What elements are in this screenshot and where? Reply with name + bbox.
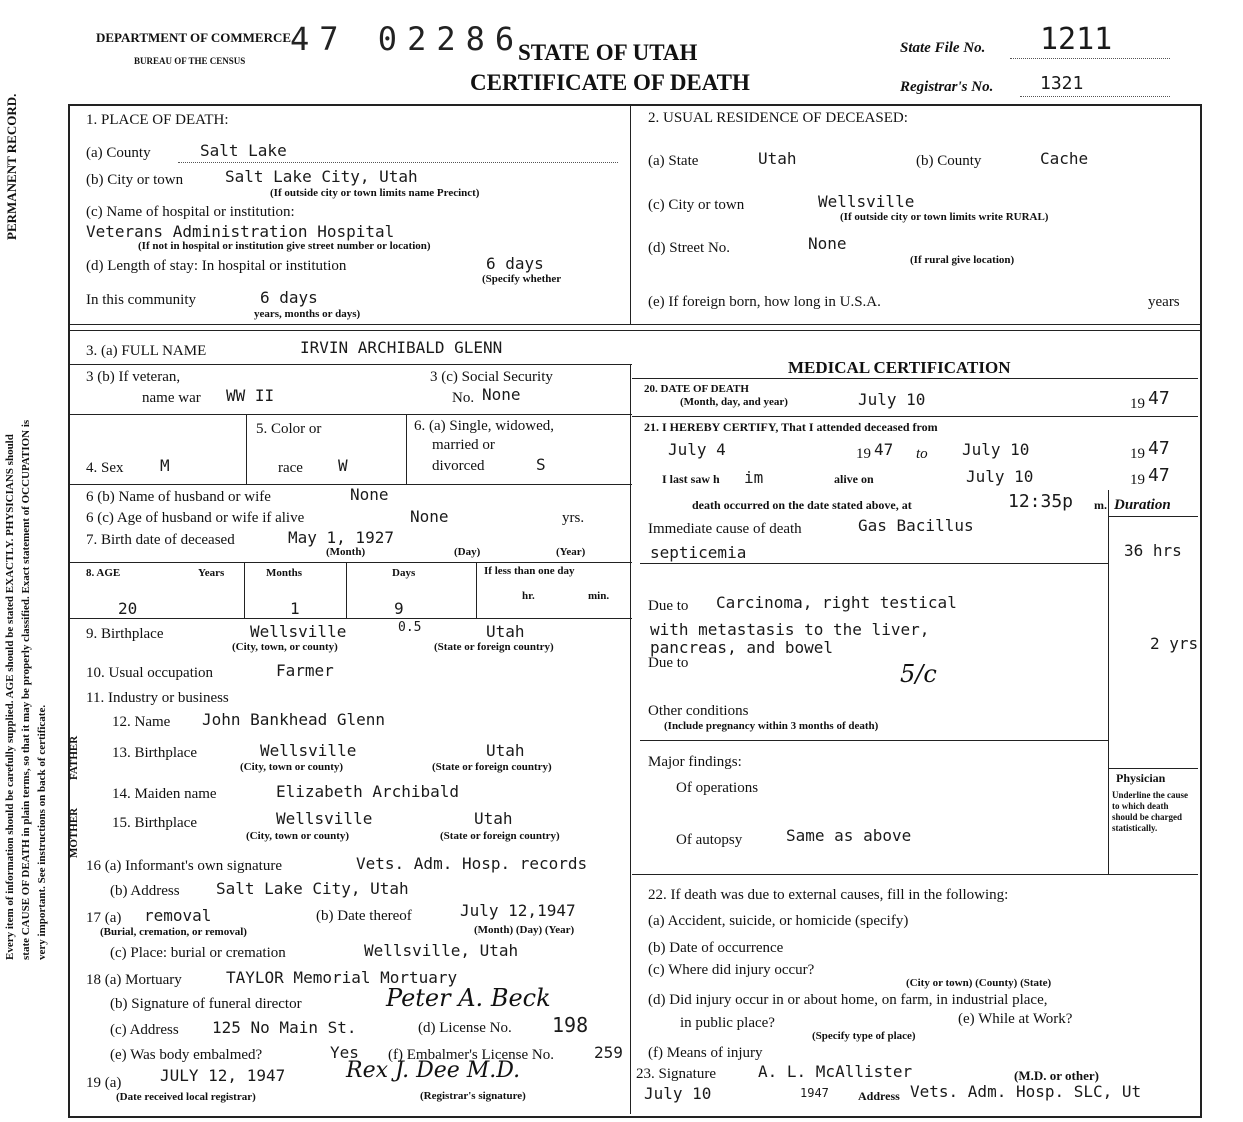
- department-label: DEPARTMENT OF COMMERCE: [96, 30, 292, 45]
- mortuary: TAYLOR Memorial Mortuary: [226, 968, 458, 987]
- residence-state-label: (a) State: [648, 153, 699, 169]
- age-days: 9: [394, 599, 404, 618]
- director-label: (b) Signature of funeral director: [110, 996, 302, 1012]
- attended-from-prefix: 19: [856, 446, 871, 462]
- father-name: John Bankhead Glenn: [202, 710, 386, 729]
- bureau-label: BUREAU OF THE CENSUS: [134, 56, 246, 66]
- other-conditions-label: Other conditions: [648, 703, 749, 719]
- director-signature: Peter A. Beck: [386, 984, 551, 1012]
- attended-to-prefix: 19: [1130, 446, 1145, 462]
- document-title: CERTIFICATE OF DEATH: [470, 70, 750, 95]
- social-security: None: [482, 385, 521, 404]
- age-label: 8. AGE: [86, 567, 121, 579]
- external-d2: in public place?: [680, 1015, 775, 1031]
- attended-from: July 4: [668, 440, 726, 459]
- birth-month-note: (Month): [326, 546, 366, 558]
- received-date: JULY 12, 1947: [160, 1066, 286, 1085]
- place-hospital-label: (c) Name of hospital or institution:: [86, 204, 295, 220]
- sex: M: [160, 456, 170, 475]
- birthplace-city-note: (City, town, or county): [232, 641, 338, 653]
- age-less-label: If less than one day: [484, 565, 575, 577]
- license-label: (d) License No.: [418, 1020, 512, 1036]
- color: W: [338, 456, 348, 475]
- of-autopsy-label: Of autopsy: [676, 832, 743, 848]
- place-stay: 6 days: [486, 254, 544, 273]
- immediate-cause-label: Immediate cause of death: [648, 521, 802, 537]
- external-heading: 22. If death was due to external causes, fill in the following:: [648, 887, 1009, 903]
- father-birthplace-state-note: (State or foreign country): [432, 761, 552, 773]
- external-a: (a) Accident, suicide, or homicide (specify): [648, 913, 909, 929]
- informant-address-label: (b) Address: [110, 883, 180, 899]
- death-occurred-label: death occurred on the date stated above, at: [692, 498, 912, 512]
- alive-on-label: alive on: [834, 472, 874, 486]
- place-community: 6 days: [260, 288, 318, 307]
- embalmed-label: (e) Was body embalmed?: [110, 1047, 263, 1063]
- residence-foreign-label: (e) If foreign born, how long in U.S.A.: [648, 294, 881, 310]
- alive-on: July 10: [966, 467, 1034, 486]
- age-years-label: Years: [198, 567, 225, 579]
- disposition-date-label: (b) Date thereof: [316, 908, 412, 924]
- father-birthplace-label: 13. Birthplace: [112, 745, 197, 761]
- place-community-note: years, months or days): [254, 308, 361, 320]
- certificate-number: 47 02286: [290, 20, 525, 58]
- physician-signature: A. L. McAllister: [758, 1062, 913, 1081]
- medical-heading: MEDICAL CERTIFICATION: [788, 358, 1011, 377]
- due-to-2-mark: 5/c: [900, 660, 937, 688]
- external-c-note: (City or town) (County) (State): [906, 977, 1052, 989]
- alive-year-prefix: 19: [1130, 472, 1145, 488]
- death-date-label-1: 20. DATE OF DEATH: [644, 383, 749, 395]
- external-d: (d) Did injury occur in or about home, on farm, in industrial place,: [648, 992, 1048, 1008]
- embalmed: Yes: [330, 1043, 359, 1062]
- full-name-label: 3. (a) FULL NAME: [86, 343, 207, 359]
- occupation: Farmer: [276, 661, 334, 680]
- physician-address-label: Address: [858, 1089, 900, 1103]
- spouse-age-unit: yrs.: [562, 510, 585, 526]
- due-to-1: Carcinoma, right testical: [716, 593, 957, 612]
- residence-county-label: (b) County: [916, 153, 982, 169]
- age-hr-label: hr.: [522, 590, 535, 602]
- sidebar-instructions-3: very important. See instructions on back of certificate.: [36, 704, 48, 960]
- state-file-number: 1211: [1040, 22, 1113, 57]
- age-min-label: min.: [588, 590, 610, 602]
- social-security-label-1: 3 (c) Social Security: [430, 369, 553, 385]
- form-border: [68, 104, 1202, 1118]
- residence-street: None: [808, 234, 847, 253]
- received-note: (Date received local registrar): [116, 1091, 256, 1103]
- due-to-2-label: Due to: [648, 655, 689, 671]
- attended-from-year: 47: [874, 440, 894, 459]
- physician-signature-suffix: (M.D. or other): [1014, 1068, 1099, 1083]
- death-date-label-2: (Month, day, and year): [680, 396, 788, 408]
- place-city-label: (b) City or town: [86, 172, 184, 188]
- registrar-label: Registrar's No.: [900, 79, 994, 95]
- informant-signature: Vets. Adm. Hosp. records: [356, 854, 588, 873]
- disposition-date-note: (Month) (Day) (Year): [474, 924, 575, 936]
- received-label: 19 (a): [86, 1075, 122, 1091]
- duration-label: Duration: [1114, 497, 1171, 513]
- place-stay-label: (d) Length of stay: In hospital or institution: [86, 258, 347, 274]
- due-to-label: Due to: [648, 598, 689, 614]
- place-community-label: In this community: [86, 292, 196, 308]
- external-d2-note: (Specify type of place): [812, 1030, 916, 1042]
- residence-city-note: (If outside city or town limits write RURAL): [840, 211, 1049, 223]
- place-county-label: (a) County: [86, 145, 151, 161]
- place-stay-note: (Specify whether: [482, 273, 562, 285]
- alive-year: 47: [1148, 465, 1170, 486]
- of-operations-label: Of operations: [676, 780, 759, 796]
- residence-heading: 2. USUAL RESIDENCE OF DECEASED:: [648, 110, 908, 126]
- informant-label: 16 (a) Informant's own signature: [86, 858, 282, 874]
- certify-label: 21. I HEREBY CERTIFY, That I attended deceased from: [644, 420, 938, 434]
- external-c: (c) Where did injury occur?: [648, 962, 815, 978]
- birthplace-label: 9. Birthplace: [86, 626, 164, 642]
- residence-street-note: (If rural give location): [910, 254, 1015, 266]
- registrar-signature: Rex J. Dee M.D.: [346, 1058, 521, 1083]
- mortuary-address-label: (c) Address: [110, 1022, 179, 1038]
- mother-birthplace-state: Utah: [474, 809, 513, 828]
- sidebar-permanent-record: PERMANENT RECORD.: [4, 93, 19, 240]
- disposition-note: (Burial, cremation, or removal): [100, 926, 247, 938]
- external-f: (f) Means of injury: [648, 1045, 763, 1061]
- age-years: 20: [118, 599, 138, 618]
- spouse-age-label: 6 (c) Age of husband or wife if alive: [86, 510, 305, 526]
- mother-birthplace-state-note: (State or foreign country): [440, 830, 560, 842]
- birthplace-city: Wellsville: [250, 622, 347, 641]
- mother-birthplace-city: Wellsville: [276, 809, 373, 828]
- color-label-2: race: [278, 460, 303, 476]
- birthplace-mark: 0.5: [398, 620, 422, 635]
- residence-city: Wellsville: [818, 192, 915, 211]
- immediate-cause-2: septicemia: [650, 543, 747, 562]
- father-side-label: FATHER: [68, 735, 80, 780]
- state-file-label: State File No.: [900, 40, 986, 56]
- registrar-note: (Registrar's signature): [420, 1090, 526, 1102]
- embalmer-license-label: (f) Embalmer's License No.: [388, 1047, 554, 1063]
- attended-to-label: to: [916, 446, 928, 462]
- physician-note: Underline the cause to which death should be charged statistically.: [1112, 790, 1188, 833]
- disposition-date: July 12,1947: [460, 901, 576, 920]
- state-title: STATE OF UTAH: [518, 40, 698, 65]
- full-name: IRVIN ARCHIBALD GLENN: [300, 338, 503, 357]
- birthplace-state-note: (State or foreign country): [434, 641, 554, 653]
- mother-birthplace-city-note: (City, town or county): [246, 830, 350, 842]
- place-county: Salt Lake: [200, 141, 287, 160]
- registrar-number: 1321: [1040, 73, 1084, 94]
- mother-name: Elizabeth Archibald: [276, 782, 460, 801]
- mortuary-address: 125 No Main St.: [212, 1018, 357, 1037]
- license-number: 198: [552, 1013, 589, 1037]
- place-city-note: (If outside city or town limits name Precinct): [270, 187, 480, 199]
- veteran-label-2: name war: [142, 390, 201, 406]
- residence-street-label: (d) Street No.: [648, 240, 731, 256]
- marital-label-3: divorced: [432, 458, 485, 474]
- birth-year-note: (Year): [556, 546, 586, 558]
- death-date: July 10: [858, 390, 926, 409]
- father-birthplace-city-note: (City, town or county): [240, 761, 344, 773]
- physician-sign-date: July 10: [644, 1084, 712, 1103]
- sidebar-instructions-1: Every item of information should be carefully supplied. AGE should be stated EXACTLY. PHYSICIANS should: [4, 434, 16, 960]
- residence-foreign-unit: years: [1148, 294, 1180, 310]
- due-to-duration: 2 yrs: [1150, 634, 1199, 653]
- attended-to-year: 47: [1148, 438, 1170, 459]
- spouse-name: None: [350, 485, 389, 504]
- industry-label: 11. Industry or business: [86, 690, 229, 706]
- immediate-cause-1: Gas Bacillus: [858, 516, 974, 535]
- external-b: (b) Date of occurrence: [648, 940, 784, 956]
- last-saw: im: [744, 468, 764, 487]
- autopsy-finding: Same as above: [786, 826, 912, 845]
- veteran-war: WW II: [226, 386, 275, 405]
- major-findings-label: Major findings:: [648, 754, 742, 770]
- immediate-duration: 36 hrs: [1124, 541, 1182, 560]
- informant-address: Salt Lake City, Utah: [216, 879, 409, 898]
- father-birthplace-state: Utah: [486, 741, 525, 760]
- father-name-label: 12. Name: [112, 714, 171, 730]
- death-time-suffix: m.: [1094, 498, 1107, 512]
- mother-side-label: MOTHER: [68, 807, 80, 858]
- death-year: 47: [1148, 388, 1170, 409]
- age-months: 1: [290, 599, 300, 618]
- physician-address: Vets. Adm. Hosp. SLC, Ut: [910, 1082, 1142, 1101]
- place-city: Salt Lake City, Utah: [225, 167, 418, 186]
- father-birthplace-city: Wellsville: [260, 741, 357, 760]
- place-heading: 1. PLACE OF DEATH:: [86, 112, 229, 128]
- place-hospital-note: (If not in hospital or institution give street number or location): [138, 240, 431, 252]
- marital-label-2: married or: [432, 437, 495, 453]
- color-label-1: 5. Color or: [256, 421, 322, 437]
- birthplace-state: Utah: [486, 622, 525, 641]
- birth-date-label: 7. Birth date of deceased: [86, 532, 235, 548]
- sidebar-instructions-2: state CAUSE OF DEATH in plain terms, so that it may be properly classified. Exact statement of OCCUPATION is: [20, 419, 32, 960]
- residence-state: Utah: [758, 149, 797, 168]
- disposition: removal: [144, 906, 212, 925]
- other-conditions-note: (Include pregnancy within 3 months of death): [664, 720, 879, 732]
- mother-birthplace-label: 15. Birthplace: [112, 815, 197, 831]
- due-to-3: pancreas, and bowel: [650, 638, 834, 657]
- age-days-label: Days: [392, 567, 416, 579]
- embalmer-license: 259: [594, 1043, 623, 1062]
- mother-name-label: 14. Maiden name: [112, 786, 217, 802]
- death-year-prefix: 19: [1130, 396, 1145, 412]
- physician-signature-label: 23. Signature: [636, 1066, 716, 1082]
- due-to-2: with metastasis to the liver,: [650, 620, 930, 639]
- death-time: 12:35p: [1008, 491, 1074, 512]
- veteran-label-1: 3 (b) If veteran,: [86, 369, 181, 385]
- burial-place-label: (c) Place: burial or cremation: [110, 945, 286, 961]
- external-e: (e) While at Work?: [958, 1011, 1073, 1027]
- age-months-label: Months: [266, 567, 303, 579]
- sex-label: 4. Sex: [86, 460, 124, 476]
- spouse-name-label: 6 (b) Name of husband or wife: [86, 489, 271, 505]
- occupation-label: 10. Usual occupation: [86, 665, 214, 681]
- residence-city-label: (c) City or town: [648, 197, 745, 213]
- disposition-label: 17 (a): [86, 910, 122, 926]
- physician-label: Physician: [1116, 771, 1166, 785]
- marital-status: S: [536, 455, 546, 474]
- birth-day-note: (Day): [454, 546, 481, 558]
- last-saw-label: I last saw h: [662, 472, 720, 486]
- attended-to: July 10: [962, 440, 1030, 459]
- marital-label-1: 6. (a) Single, widowed,: [414, 418, 554, 434]
- social-security-label-2: No.: [452, 390, 475, 406]
- burial-place: Wellsville, Utah: [364, 941, 519, 960]
- birth-date: May 1, 1927: [288, 528, 394, 547]
- residence-county: Cache: [1040, 149, 1089, 168]
- place-hospital: Veterans Administration Hospital: [86, 222, 395, 241]
- physician-sign-year: 1947: [800, 1086, 829, 1100]
- mortuary-label: 18 (a) Mortuary: [86, 972, 182, 988]
- spouse-age: None: [410, 507, 449, 526]
